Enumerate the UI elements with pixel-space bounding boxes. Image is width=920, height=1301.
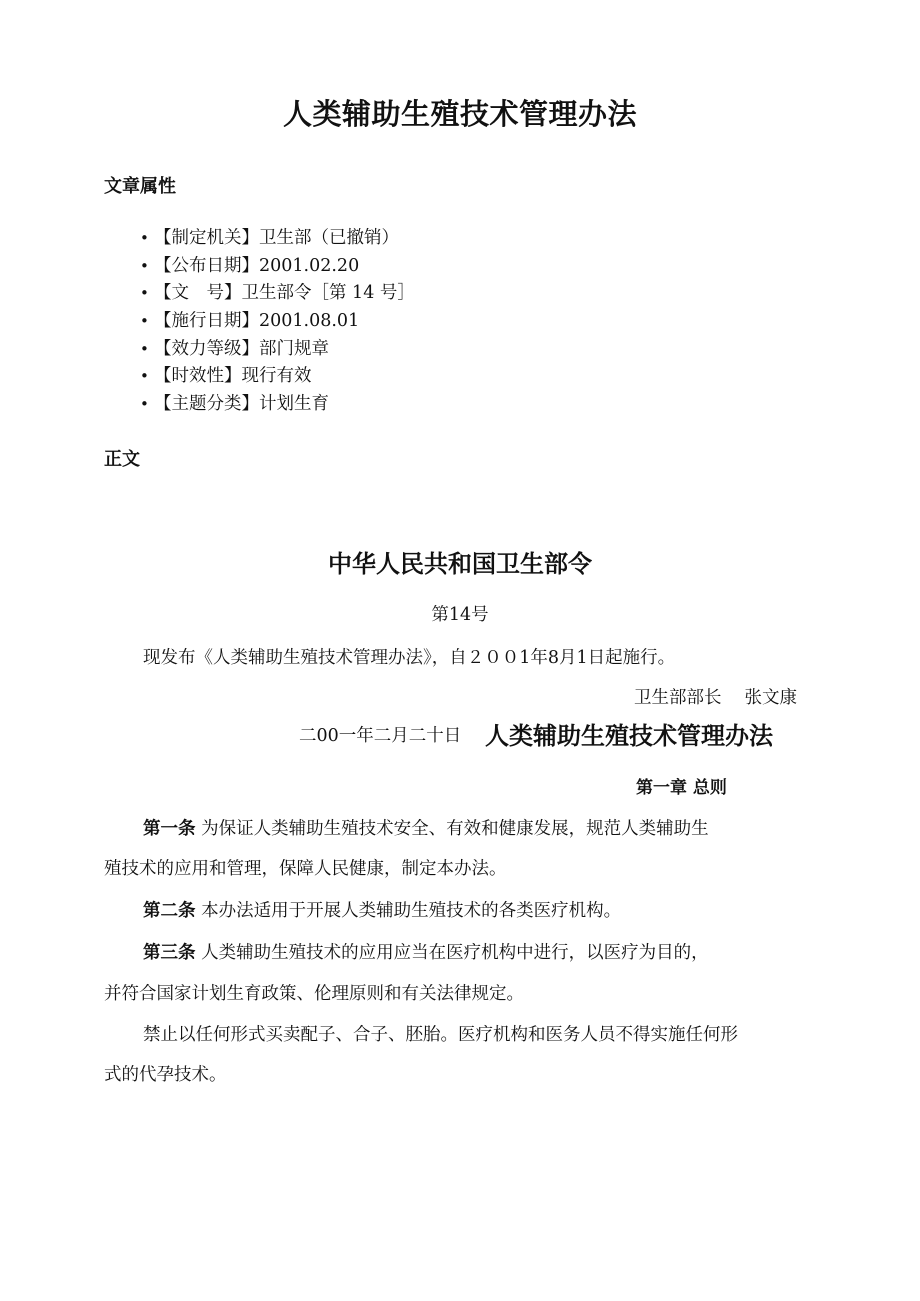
order-announcement: 现发布《人类辅助生殖技术管理办法》，自２００1年8月1日起施行。 bbox=[143, 648, 676, 668]
document-title: 人类辅助生殖技术管理办法 bbox=[282, 97, 637, 131]
attribute-item-issuer: • 【制定机关】卫生部（已撤销） bbox=[140, 225, 415, 253]
chapter-heading: 第一章 总则 bbox=[636, 778, 727, 798]
attribute-item-validity: • 【时效性】现行有效 bbox=[140, 363, 415, 391]
article-3-line-2: 并符合国家计划生育政策、伦理原则和有关法律规定。 bbox=[104, 984, 524, 1004]
bullet-icon: • bbox=[140, 339, 149, 358]
bullet-icon: • bbox=[140, 256, 149, 275]
article-1-line-2: 殖技术的应用和管理，保障人民健康，制定本办法。 bbox=[104, 859, 507, 879]
attribute-item-publish-date: • 【公布日期】2001.02.20 bbox=[140, 253, 415, 281]
article-1-label: 第一条 bbox=[143, 819, 196, 839]
bullet-icon: • bbox=[140, 395, 149, 414]
body-heading: 正文 bbox=[104, 449, 140, 470]
attribute-item-level: • 【效力等级】部门规章 bbox=[140, 336, 415, 364]
article-2: 第二条 本办法适用于开展人类辅助生殖技术的各类医疗机构。 bbox=[143, 901, 622, 921]
article-3-para-2-line-2: 式的代孕技术。 bbox=[104, 1065, 227, 1085]
order-date: 二00一年二月二十日 bbox=[299, 726, 462, 746]
article-3-label: 第三条 bbox=[143, 943, 196, 963]
bullet-icon: • bbox=[140, 312, 149, 331]
article-3-para-2-line-1: 禁止以任何形式买卖配子、合子、胚胎。医疗机构和医务人员不得实施任何形 bbox=[143, 1025, 738, 1045]
attribute-item-effective-date: • 【施行日期】2001.08.01 bbox=[140, 308, 415, 336]
article-2-label: 第二条 bbox=[143, 901, 196, 921]
attribute-item-doc-number: • 【文 号】卫生部令［第 14 号］ bbox=[140, 280, 415, 308]
attributes-heading: 文章属性 bbox=[104, 176, 176, 197]
bullet-icon: • bbox=[140, 229, 149, 247]
order-signer: 卫生部部长 张文康 bbox=[634, 688, 798, 708]
law-title: 人类辅助生殖技术管理办法 bbox=[485, 722, 773, 750]
order-number: 第14号 bbox=[431, 605, 489, 625]
attributes-list bbox=[140, 225, 415, 419]
article-3-line-1: 第三条 人类辅助生殖技术的应用应当在医疗机构中进行，以医疗为目的， bbox=[143, 943, 709, 963]
bullet-icon: • bbox=[140, 284, 149, 303]
bullet-icon: • bbox=[140, 367, 149, 386]
article-1-line-1: 第一条 为保证人类辅助生殖技术安全、有效和健康发展，规范人类辅助生 bbox=[143, 819, 709, 839]
order-title: 中华人民共和国卫生部令 bbox=[328, 550, 592, 578]
attribute-item-category: • 【主题分类】计划生育 bbox=[140, 391, 415, 419]
